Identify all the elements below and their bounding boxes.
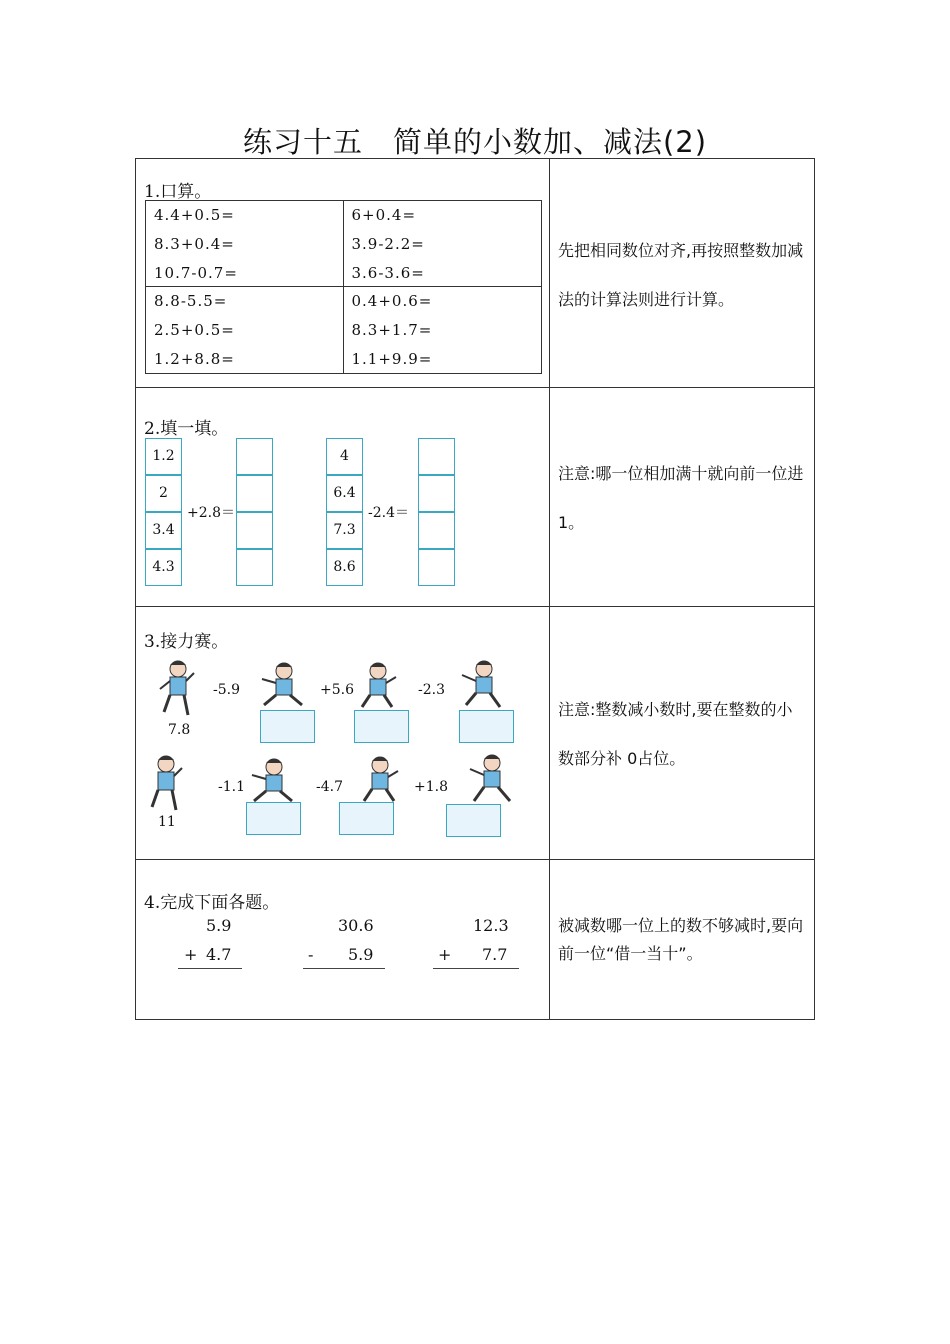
math-expression: 4.4+0.5= <box>154 206 235 224</box>
runner-icon <box>258 659 304 709</box>
vertical-underline <box>433 968 519 969</box>
vertical-operator: - <box>308 945 314 964</box>
vertical-bottom-number: 5.9 <box>348 945 374 964</box>
runner-icon <box>466 751 512 805</box>
question-3-label: 接力赛。 <box>160 632 229 652</box>
question-4-title <box>144 888 279 913</box>
answer-box[interactable] <box>236 512 273 549</box>
start-number: 11 <box>158 814 176 830</box>
relay-operation: -1.1 <box>218 779 245 795</box>
answer-box[interactable] <box>418 438 455 475</box>
question-4-tip <box>550 860 814 1019</box>
question-2-label: 填一填。 <box>160 419 229 439</box>
question-3-content <box>136 607 550 859</box>
question-1-title <box>144 177 211 202</box>
math-expression: 6+0.4= <box>351 206 417 224</box>
relay-answer-box[interactable] <box>246 802 301 835</box>
runner-icon <box>458 657 504 709</box>
page-title: 练习十五 简单的小数加、减法(2) <box>242 125 708 159</box>
vertical-bottom-number: 4.7 <box>206 945 232 964</box>
given-number-box: 6.4 <box>326 475 363 512</box>
math-cell-4 <box>344 287 542 373</box>
given-number-box: 4 <box>326 438 363 475</box>
relay-operation: +1.8 <box>414 779 448 795</box>
given-number-box: 7.3 <box>326 512 363 549</box>
question-4-content <box>136 860 550 1019</box>
math-expression: 8.3+1.7= <box>351 321 433 339</box>
question-3-tip <box>550 607 814 859</box>
math-expression: 10.7-0.7= <box>154 264 238 282</box>
given-number-box: 3.4 <box>145 512 182 549</box>
question-1-row <box>136 159 814 388</box>
question-2-title <box>144 414 228 439</box>
tip-text: 被减数哪一位上的数不够减时,要向前一位“借一当十”。 <box>558 916 804 963</box>
question-1-number: 1. <box>144 182 161 202</box>
question-4-label: 完成下面各题。 <box>160 893 280 913</box>
question-1-content <box>136 159 550 387</box>
runner-icon <box>356 753 402 805</box>
runner-icon <box>144 752 184 812</box>
math-expression: 2.5+0.5= <box>154 321 235 339</box>
answer-box[interactable] <box>236 475 273 512</box>
math-cell-3 <box>146 287 344 373</box>
math-expression: 0.4+0.6= <box>351 292 433 310</box>
relay-operation: -4.7 <box>316 779 343 795</box>
vertical-operator: + <box>184 945 198 964</box>
question-1-label: 口算。 <box>160 182 212 202</box>
math-cell-2 <box>344 201 542 287</box>
relay-operation: +5.6 <box>320 682 354 698</box>
start-number: 7.8 <box>168 722 191 738</box>
question-2-content <box>136 388 550 606</box>
math-expression: 8.8-5.5= <box>154 292 228 310</box>
vertical-underline <box>178 968 242 969</box>
tip-text: 注意:整数减小数时,要在整数的小数部分补 0占位。 <box>558 700 793 768</box>
question-4-number: 4. <box>144 893 161 913</box>
answer-box[interactable] <box>418 512 455 549</box>
answer-box[interactable] <box>418 475 455 512</box>
relay-answer-box[interactable] <box>339 802 394 835</box>
question-3-title <box>144 627 228 652</box>
math-expression: 1.1+9.9= <box>351 350 433 368</box>
math-expression: 8.3+0.4= <box>154 235 235 253</box>
runner-icon <box>354 659 400 709</box>
question-3-number: 3. <box>144 632 161 652</box>
vertical-bottom-number: 7.7 <box>482 945 508 964</box>
tip-text: 先把相同数位对齐,再按照整数加减法的计算法则进行计算。 <box>558 241 804 309</box>
math-expression: 1.2+8.8= <box>154 350 235 368</box>
question-4-row <box>136 860 814 1019</box>
worksheet-table <box>135 158 815 1020</box>
vertical-top-number: 30.6 <box>338 916 374 935</box>
vertical-top-number: 5.9 <box>206 916 232 935</box>
relay-answer-box[interactable] <box>260 710 315 743</box>
relay-operation: -2.3 <box>418 682 445 698</box>
answer-box[interactable] <box>418 549 455 586</box>
given-number-box: 2 <box>145 475 182 512</box>
answer-box[interactable] <box>236 549 273 586</box>
math-expression: 3.9-2.2= <box>351 235 425 253</box>
question-3-row <box>136 607 814 860</box>
given-number-box: 8.6 <box>326 549 363 586</box>
question-2-tip <box>550 388 814 606</box>
relay-answer-box[interactable] <box>446 804 501 837</box>
mental-math-grid <box>145 200 542 374</box>
question-2-number: 2. <box>144 419 161 439</box>
subtract-operation: -2.4＝ <box>368 505 409 521</box>
given-number-box: 1.2 <box>145 438 182 475</box>
relay-operation: -5.9 <box>213 682 240 698</box>
vertical-top-number: 12.3 <box>473 916 509 935</box>
given-number-box: 4.3 <box>145 549 182 586</box>
question-2-row <box>136 388 814 607</box>
add-operation: +2.8＝ <box>187 505 235 521</box>
tip-text: 注意:哪一位相加满十就向前一位进 1。 <box>558 464 804 532</box>
math-expression: 3.6-3.6= <box>351 264 425 282</box>
question-1-tip <box>550 159 814 387</box>
relay-answer-box[interactable] <box>459 710 514 743</box>
runner-icon <box>156 657 196 719</box>
vertical-operator: + <box>438 945 452 964</box>
vertical-underline <box>303 968 385 969</box>
runner-icon <box>248 755 294 805</box>
answer-box[interactable] <box>236 438 273 475</box>
math-cell-1 <box>146 201 344 287</box>
relay-answer-box[interactable] <box>354 710 409 743</box>
